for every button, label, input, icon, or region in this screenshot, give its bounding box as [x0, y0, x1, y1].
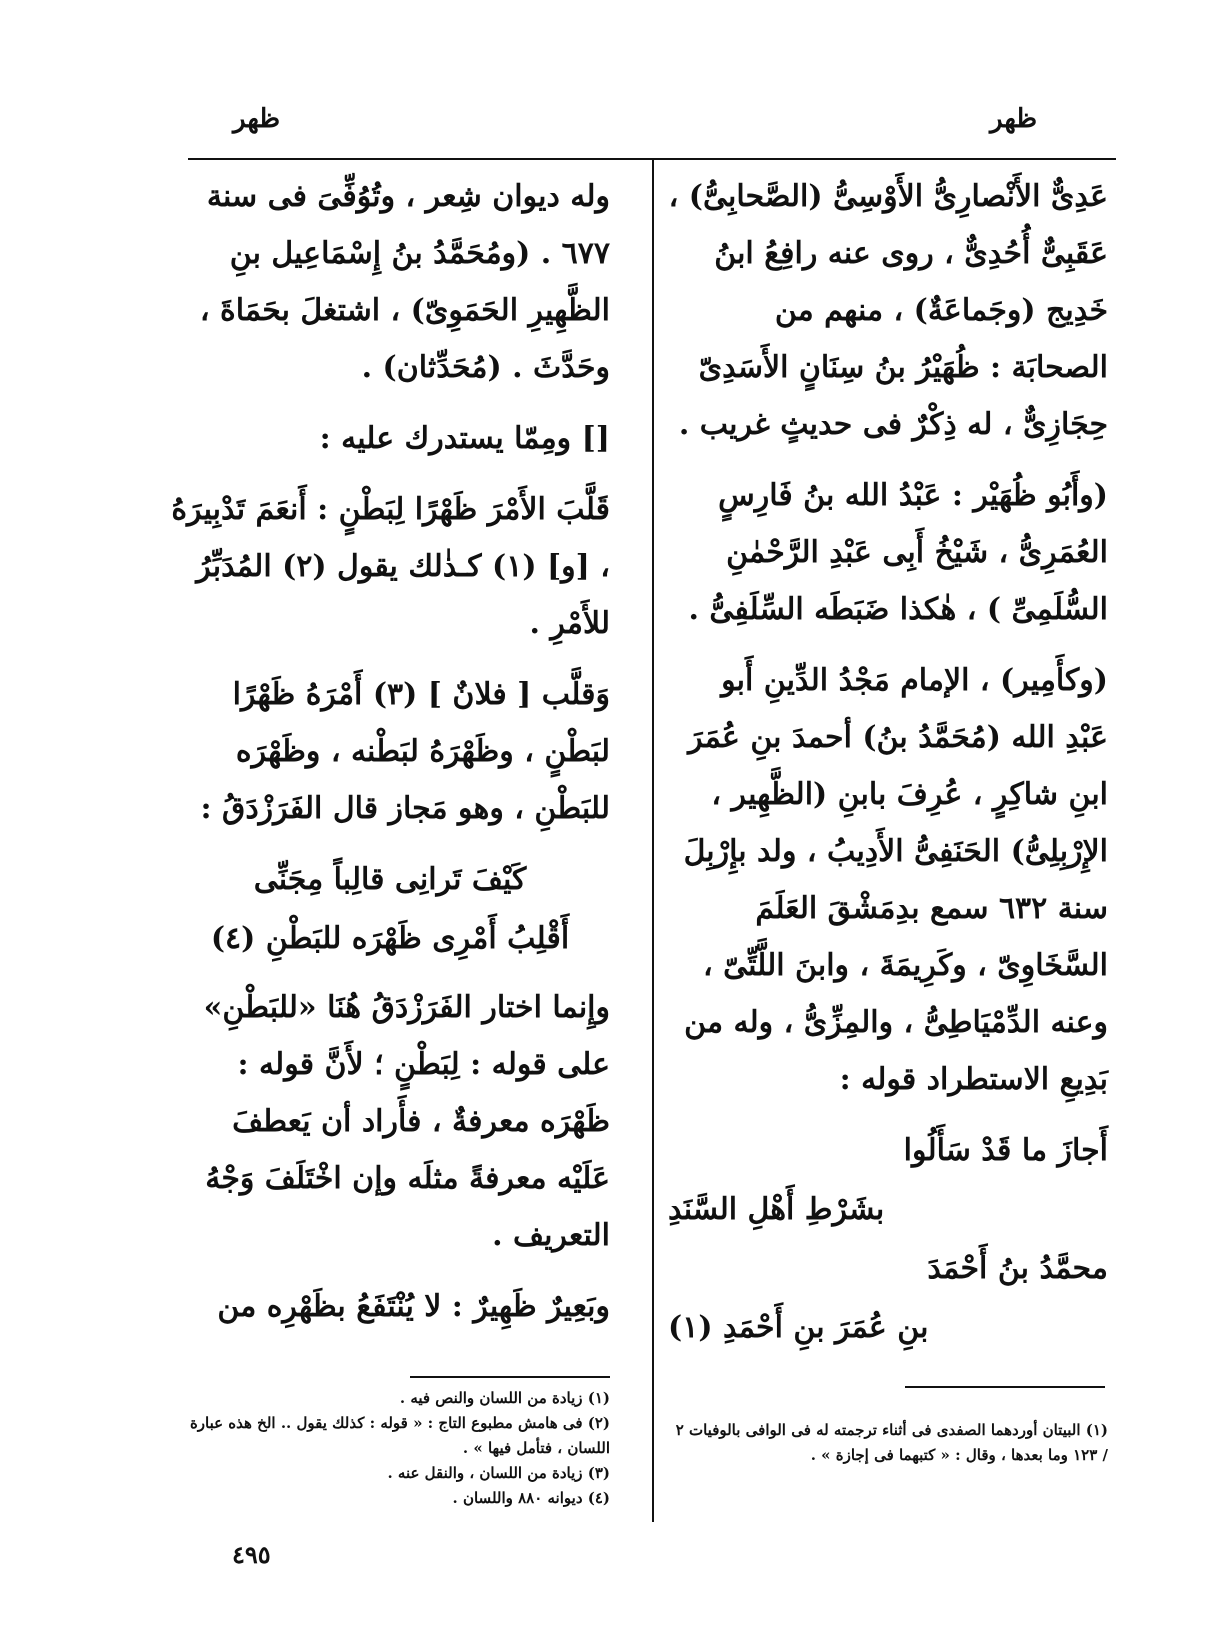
page-number: ٤٩٥: [232, 1540, 271, 1569]
left-paragraph-6: وبَعِيرٌ ظَهِيرٌ : لا يُنْتَفَعُ بظَهْرِه من: [217, 1289, 610, 1324]
running-header-left: ظهر: [233, 104, 281, 134]
footnote-left-4: (٤) ديوانه ٨٨٠ واللسان .: [452, 1489, 610, 1507]
right-verse-3: محمَّدُ بنُ أَحْمَدَ: [927, 1251, 1108, 1286]
right-paragraph-3: (وكأَمِير) ، الإمام مَجْدُ الدِّينِ أَبو عَبْدِ الله (مُحَمَّدُ بنُ) أحمدَ بنِ عُمَرَ ابنِ شاكِرٍ ، عُرِفَ بابنِ (الظَّهِير ، الإِرْبِلِىُّ) الحَنَفِىُّ الأَدِيبُ ، ولد بإِرْبِلَ سنة ٦٣٢ سمع بدِمَشْقَ العَلَمَ السَّخَاوِىّ ، وكَرِيمَةَ ، وابنَ اللَّتِّىّ ، وعنه الدِّمْيَاطِىُّ ، والمِزِّىُّ ، وله من بَدِيعِ الاستطراد قوله :: [683, 663, 1108, 1097]
column-divider: [652, 160, 654, 1522]
right-column: [668, 168, 1108, 1358]
right-verse-4: بنِ عُمَرَ بنِ أَحْمَدِ (١): [668, 1310, 929, 1345]
left-verse-1: كَيْفَ تَرانِى قالِباً مِجَنِّى: [253, 862, 527, 897]
right-verse-1: أَجازَ ما قَدْ سَأَلُوا: [903, 1133, 1108, 1168]
right-paragraph-2: (وأَبُو ظُهَيْر : عَبْدُ الله بنُ فَارِسٍ العُمَرِىُّ ، شَيْخُ أَبِى عَبْدِ الرَّحْمٰنِ السُّلَمِىِّ ) ، هٰكذا ضَبَطَه السِّلَفِىُّ .: [688, 478, 1108, 627]
footnotes-left: [170, 1386, 610, 1511]
footnote-rule-left: [410, 1376, 610, 1378]
footnotes-right: [668, 1418, 1108, 1468]
footnote-right-1: (١) البيتان أوردهما الصفدى فى أثناء ترجمته له فى الوافى بالوفيات ٢ / ١٢٣ وما بعدها ، وقال : « كتبهما فى إجازة » .: [675, 1421, 1108, 1464]
footnote-left-3: (٣) زيادة من اللسان ، والنقل عنه .: [387, 1464, 610, 1482]
left-verse-2: أَقْلِبُ أَمْرِى ظَهْرَه للبَطْنِ (٤): [210, 921, 570, 956]
left-paragraph-2: [] ومِمّا يستدرك عليه :: [319, 421, 610, 456]
footnote-rule-right: [905, 1386, 1105, 1388]
footnote-left-1: (١) زيادة من اللسان والنص فيه .: [399, 1389, 610, 1407]
left-paragraph-3: قَلَّبَ الأَمْرَ ظَهْرًا لِبَطْنٍ : أَنعَمَ تَدْبِيرَهُ ، [و] (١) كـذٰلك يقول (٢) المُدَبِّرُ للأَمْرِ .: [171, 492, 610, 641]
right-verse-2: بشَرْطِ أَهْلِ السَّنَدِ: [668, 1192, 885, 1227]
left-paragraph-5: وإِنما اختار الفَرَزْدَقُ هُنَا «للبَطْنِ» على قوله : لِبَطْنٍ ؛ لأَنَّ قوله : ظَهْرَه معرفةٌ ، فأَراد أن يَعطفَ عَلَيْه معرفةً مثلَه وإن اخْتَلَفَ وَجْهُ التعريف .: [203, 990, 610, 1253]
left-column: [170, 168, 610, 1349]
left-paragraph-1: وله ديوان شِعر ، وتُوُفِّىَ فى سنة ٦٧٧ . (ومُحَمَّدُ بنُ إِسْمَاعِيل بنِ الظَّهِيرِ الحَمَوِىّ) ، اشتغلَ بحَمَاةَ ، وحَدَّثَ . (مُحَدِّثان) .: [199, 179, 610, 385]
right-paragraph-1: عَدِىٌّ الأَنْصارِىُّ الأَوْسِىُّ (الصَّحابِىُّ) ، عَقَبِىٌّ أُحُدِىٌّ ، روى عنه رافِعُ ابنُ خَدِيج (وجَماعَةٌ) ، منهم من الصحابَة : ظُهَيْرُ بنُ سِنَانٍ الأَسَدِىّ حِجَازِىٌّ ، له ذِكْرٌ فى حديثٍ غريب .: [668, 179, 1108, 442]
footnote-left-2: (٢) فى هامش مطبوع التاج : « قوله : كذلك يقول .. الخ هذه عبارة اللسان ، فتأمل فيها » .: [189, 1414, 610, 1457]
running-header-right: ظهر: [990, 104, 1038, 134]
left-paragraph-4: وَقلَّب [ فلانٌ ] (٣) أَمْرَهُ ظَهْرًا لبَطْنٍ ، وظَهْرَهُ لبَطْنه ، وظَهْرَه للبَطْنِ ، وهو مَجاز قال الفَرَزْدَقُ :: [200, 677, 610, 826]
